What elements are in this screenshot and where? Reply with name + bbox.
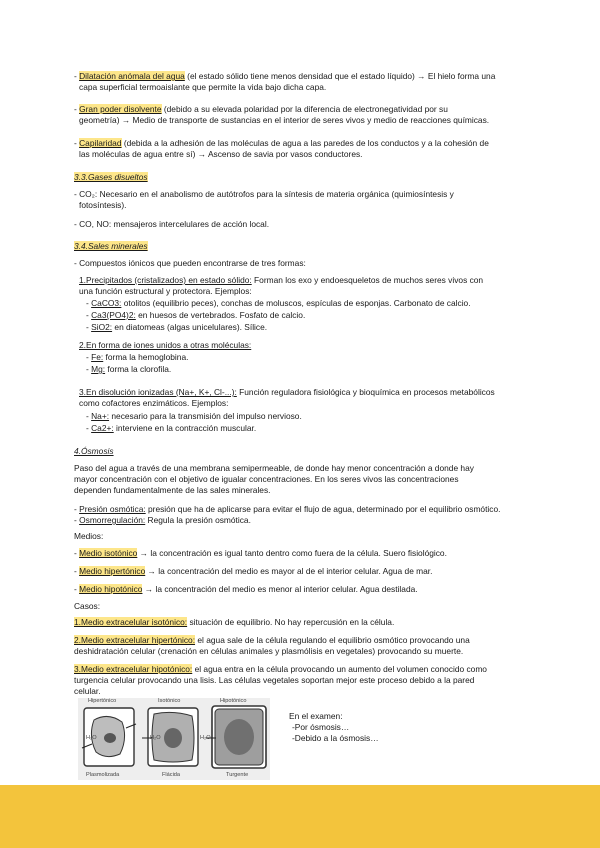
text-line: dependen fundamentalmente de las sales minerales. <box>74 485 271 496</box>
prop-title: Gran poder disolvente <box>79 104 162 114</box>
list-item: - Fe: forma la hemoglobina. <box>86 352 189 362</box>
item-value: forma la hemoglobina. <box>103 352 189 362</box>
caso-2 <box>74 635 534 657</box>
medio-hipertonico: - Medio hipertónico → la concentración del medio es mayor al de el interior celular. Agua de mar. <box>74 566 433 576</box>
sales-heading <box>74 241 534 252</box>
list-item: - Ca2+: interviene en la contracción muscular. <box>86 423 257 433</box>
def-value: presión que ha de aplicarse para evitar el flujo de agua, determinado por el equilibrio osmótico. <box>145 504 501 514</box>
figure-h2o: H₂O <box>86 735 97 741</box>
text-line: deshidratación celular (crenación en células animales y plasmólisis en vegetales) provocando su muerte. <box>74 646 464 657</box>
item-key: CaCO3: <box>91 298 122 308</box>
text-line: una función estructural y protectora. Ejemplos: <box>79 286 252 297</box>
sales-p2 <box>74 340 534 351</box>
caso-key: 2.Medio extracelular hipertónico: <box>74 635 196 645</box>
figure-label-bottom: Plasmolizada <box>86 772 120 778</box>
subheading: 1.Precipitados (cristalizados) en estado sólido: <box>79 275 252 285</box>
caso-3 <box>74 664 534 698</box>
prop-cont: las moléculas de agua entre sí) → Ascenso de savia por vasos conductores. <box>79 149 363 160</box>
gases-heading <box>74 172 534 183</box>
item-value: otolitos (equilibrio peces), conchas de moluscos, espículas de esponjas. Carbonato de calcio. <box>121 298 471 308</box>
caso-value: el agua sale de la célula regulando el equilibrio osmótico provocando una <box>195 635 470 645</box>
osmosis-paragraph <box>74 463 534 497</box>
sales-p1 <box>74 275 534 297</box>
item-value: interviene en la contracción muscular. <box>113 423 257 433</box>
caso-key: 1.Medio extracelular isotónico: <box>74 617 188 627</box>
item-value: en huesos de vertebrados. Fosfato de calcio. <box>135 310 306 320</box>
caso-value: el agua entra en la célula provocando un aumento del volumen conocido como <box>192 664 487 674</box>
list-item: - Mg: forma la clorofila. <box>86 364 172 374</box>
item-key: Mg: <box>91 364 106 374</box>
text-line: fotosíntesis). <box>79 200 127 211</box>
item-value: forma la clorofila. <box>105 364 172 374</box>
prop-text: (debida a la adhesión de las moléculas de agua a las paredes de los conductos y a la cohesión de <box>121 138 489 148</box>
exam-item: -Debido a la ósmosis… <box>292 733 379 744</box>
cell-nucleus <box>104 733 116 743</box>
list-item: - CaCO3: otolitos (equilibrio peces), conchas de moluscos, espículas de esponjas. Carbonato de calcio. <box>86 298 471 308</box>
text-line: como cofactores enzimáticos. Ejemplos: <box>79 398 229 409</box>
figure-label-top: Hipotónico <box>220 698 247 704</box>
def-presion: - Presión osmótica: presión que ha de aplicarse para evitar el flujo de agua, determinado por el equilibrio osmótico. <box>74 504 501 514</box>
text-line: Forman los exo y endoesqueletos de muchos seres vivos con <box>251 275 484 285</box>
def-osmorregulacion: - Osmorregulación: Regula la presión osmótica. <box>74 515 251 525</box>
figure-label-top: Hipertónico <box>88 698 117 704</box>
figure-label-top: Isotónico <box>158 698 181 704</box>
figure-h2o: H₂O <box>150 735 161 741</box>
def-key: Presión osmótica: <box>79 504 146 514</box>
prop-disolvente: - Gran poder disolvente (debido a su elevada polaridad por la diferencia de electronegatividad por su geometría) → Medio de transporte de sustancias en el interior de seres vivos y medio de reacciones químicas. <box>74 104 534 126</box>
text-line: celular. <box>74 686 101 697</box>
medio-value: → la concentración del medio es mayor al de el interior celular. Agua de mar. <box>145 566 433 576</box>
medio-key: Medio isotónico <box>79 548 138 558</box>
list-item: - Na+: necesario para la transmisión del impulso nervioso. <box>86 411 302 421</box>
footer-band <box>0 785 600 848</box>
subheading: 2.En forma de iones unidos a otras moléculas: <box>79 340 252 350</box>
def-value: Regula la presión osmótica. <box>145 515 251 525</box>
prop-text: (el estado sólido tiene menos densidad que el estado líquido) → El hielo forma una <box>184 71 496 81</box>
prop-capilaridad: - Capilaridad (debida a la adhesión de las moléculas de agua a las paredes de los conductos y a la cohesión de las moléculas de agua entre sí) → Ascenso de savia por vasos conductores. <box>74 138 534 160</box>
prop-text: (debido a su elevada polaridad por la diferencia de electronegatividad por su <box>161 104 448 114</box>
item-key: Ca2+: <box>91 423 114 433</box>
medio-value: → la concentración del medio es menor al interior celular. Agua destilada. <box>142 584 418 594</box>
item-key: Na+: <box>91 411 110 421</box>
medios-label: Medios: <box>74 531 104 541</box>
medio-value: → la concentración es igual tanto dentro como fuera de la célula. Suero fisiológico. <box>137 548 447 558</box>
subheading: 3.En disolución ionizadas (Na+, K+, Cl-...): <box>79 387 237 397</box>
exam-item: -Por ósmosis… <box>292 722 350 733</box>
text-line: mayor concentración con el objetivo de igualar concentraciones. En los seres vivos las concentraciones <box>74 474 459 485</box>
text-line: - CO₂: Necesario en el anabolismo de autótrofos para la síntesis de materia orgánica (quimiosíntesis y <box>74 189 454 199</box>
figure-label-bottom: Turgente <box>226 772 249 778</box>
figure-h2o: H₂O <box>200 735 211 741</box>
exam-title: En el examen: <box>289 711 343 721</box>
caso-key: 3.Medio extracelular hipotónico: <box>74 664 193 674</box>
list-item: - Ca3(PO4)2: en huesos de vertebrados. Fosfato de calcio. <box>86 310 306 320</box>
item-key: SiO2: <box>91 322 113 332</box>
osmosis-cells-figure <box>78 698 270 780</box>
prop-cont: geometría) → Medio de transporte de sustancias en el interior de seres vivos y medio de reacciones químicas. <box>79 115 490 126</box>
caso-1 <box>74 617 534 628</box>
gases-co-no: - CO, NO: mensajeros intercelulares de acción local. <box>74 219 270 229</box>
exam-note <box>289 711 409 745</box>
def-key: Osmorregulación: <box>79 515 146 525</box>
item-value: en diatomeas (algas unicelulares). Sílice. <box>112 322 268 332</box>
figure-label-bottom: Flácida <box>162 772 181 778</box>
cells-illustration <box>78 698 270 780</box>
medio-isotonico: - Medio isotónico → la concentración es igual tanto dentro como fuera de la célula. Suero fisiológico. <box>74 548 447 558</box>
prop-cont: capa superficial termoaislante que permite la vida bajo dicha capa. <box>79 82 327 93</box>
casos-label: Casos: <box>74 601 101 611</box>
prop-dilatacion: - Dilatación anómala del agua (el estado sólido tiene menos densidad que el estado líquido) → El hielo forma una capa superficial termoaislante que permite la vida bajo dicha capa. <box>74 71 534 93</box>
text-line: turgencia celular provocando una lisis. Las células vegetales soportan mejor este proceso debido a la pared <box>74 675 475 686</box>
osmosis-heading <box>74 446 534 457</box>
prop-title: Dilatación anómala del agua <box>79 71 185 81</box>
caso-value: situación de equilibrio. No hay repercusión en la célula. <box>187 617 395 627</box>
section-heading: 3.4.Sales minerales <box>74 241 148 251</box>
medio-key: Medio hipertónico <box>79 566 146 576</box>
item-key: Fe: <box>91 352 104 362</box>
medio-key: Medio hipotónico <box>79 584 143 594</box>
cell-vacuole <box>164 728 182 748</box>
list-item: - SiO2: en diatomeas (algas unicelulares). Sílice. <box>86 322 268 332</box>
sales-p3 <box>74 387 534 409</box>
gases-co2 <box>74 189 534 211</box>
sales-intro: - Compuestos iónicos que pueden encontrarse de tres formas: <box>74 258 306 268</box>
item-value: necesario para la transmisión del impulso nervioso. <box>109 411 302 421</box>
item-key: Ca3(PO4)2: <box>91 310 136 320</box>
section-heading: 3.3.Gases disueltos <box>74 172 148 182</box>
cell-vacuole <box>224 719 254 755</box>
section-heading: 4.Ósmosis <box>74 446 114 456</box>
medio-hipotonico: - Medio hipotónico → la concentración del medio es menor al interior celular. Agua destilada. <box>74 584 418 594</box>
text-line: Paso del agua a través de una membrana semipermeable, de donde hay menor concentración a donde hay <box>74 463 474 473</box>
prop-title: Capilaridad <box>79 138 122 148</box>
text-line: Función reguladora fisiológica y bioquímica en procesos metabólicos <box>236 387 495 397</box>
